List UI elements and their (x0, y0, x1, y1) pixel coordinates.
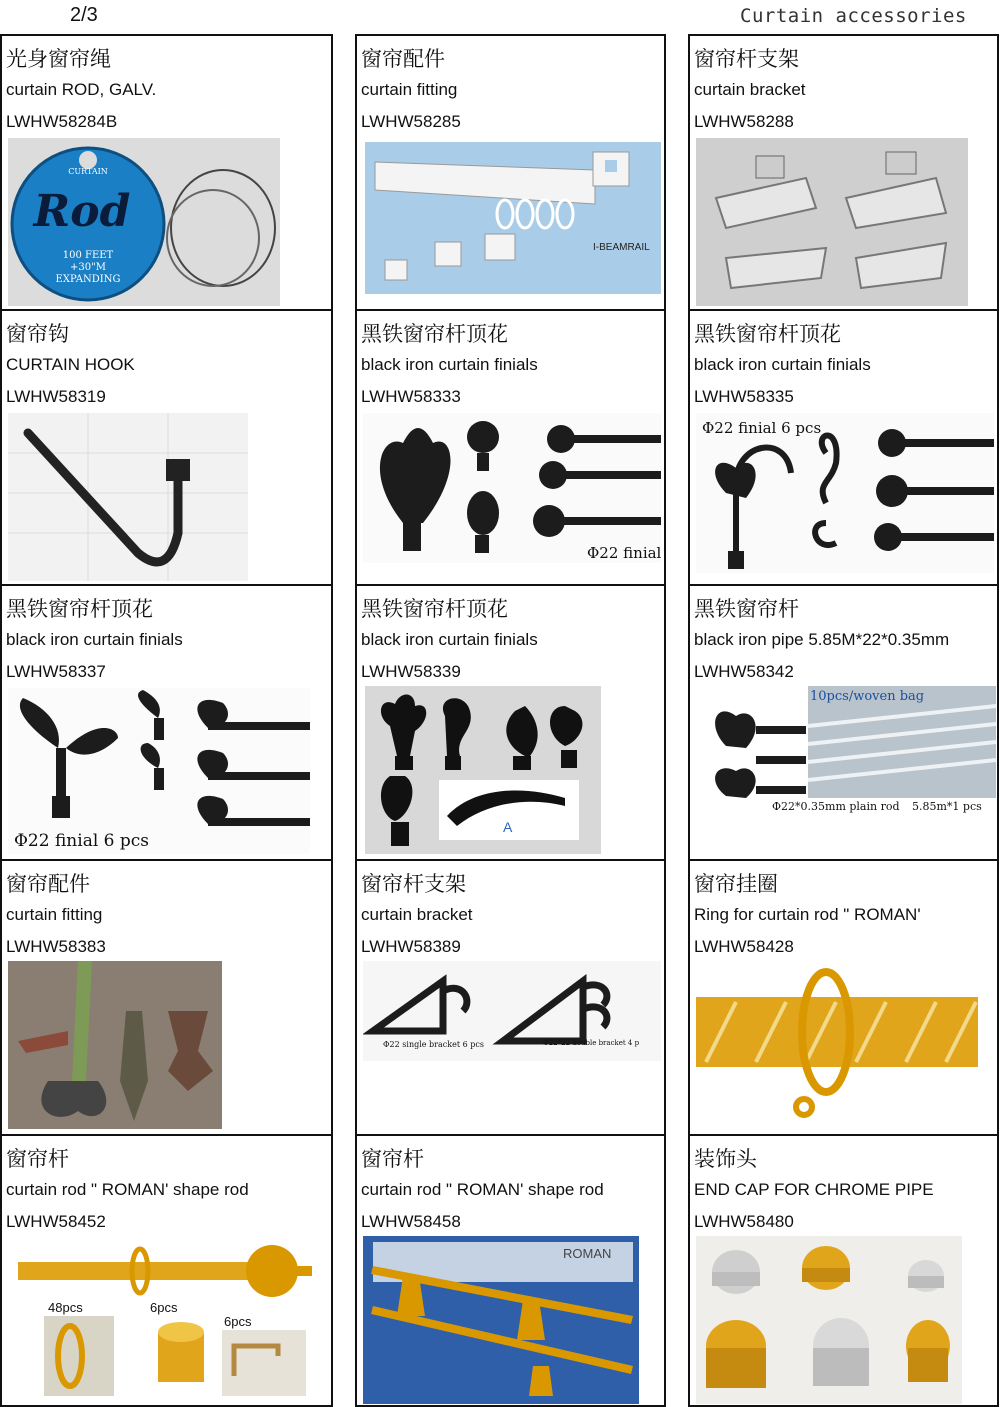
product-cell (355, 859, 666, 1136)
product-cell (0, 1134, 333, 1407)
photo-text: A (503, 819, 513, 835)
product-code: LWHW58383 (6, 937, 106, 956)
product-code: LWHW58337 (6, 662, 106, 681)
photo-text: Φ22 finial 6 pcs (702, 419, 822, 437)
product-name-en: curtain bracket (694, 80, 806, 99)
photo-text: 48pcs (48, 1300, 83, 1315)
product-name-en: curtain fitting (6, 905, 103, 924)
photo-text: 6pcs (224, 1314, 252, 1329)
photo-text: ROMAN (563, 1246, 612, 1261)
product-photo (8, 138, 280, 306)
product-name-en: END CAP FOR CHROME PIPE (694, 1180, 934, 1199)
product-code: LWHW58458 (361, 1212, 461, 1231)
photo-text: +30"M (70, 262, 106, 273)
product-name-cn: 黑铁窗帘杆顶花 (6, 597, 153, 621)
product-code: LWHW58452 (6, 1212, 106, 1231)
product-photo (8, 688, 310, 854)
photo-text: Φ22*22 double bracket 4 p (543, 1039, 640, 1047)
product-name-cn: 窗帘挂圈 (694, 872, 778, 896)
product-name-cn: 窗帘钩 (6, 322, 69, 346)
product-name-en: curtain rod " ROMAN' shape rod (361, 1180, 604, 1199)
product-name-en: black iron curtain finials (694, 355, 871, 374)
product-name-en: black iron curtain finials (361, 355, 538, 374)
photo-text: 100 FEET (62, 250, 114, 261)
product-cell (355, 1134, 666, 1407)
photo-text: Φ22*0.35mm plain rod (772, 800, 900, 813)
product-photo (363, 961, 661, 1061)
product-name-cn: 窗帘杆支架 (361, 872, 466, 896)
product-cell (688, 309, 999, 586)
product-photo (696, 413, 994, 573)
product-cell (0, 859, 333, 1136)
product-name-cn: 黑铁窗帘杆 (694, 597, 799, 621)
product-photo (696, 967, 978, 1127)
page-title: Curtain accessories (740, 5, 967, 27)
photo-text: CURTAIN (68, 167, 108, 176)
product-name-en: black iron pipe 5.85M*22*0.35mm (694, 630, 950, 649)
photo-text: Rod (33, 186, 131, 237)
product-name-en: curtain ROD, GALV. (6, 80, 157, 99)
product-code: LWHW58288 (694, 112, 794, 131)
photo-text: 6pcs (150, 1300, 178, 1315)
product-cell (0, 34, 333, 311)
product-name-cn: 光身窗帘绳 (6, 47, 111, 71)
product-name-cn: 窗帘杆 (361, 1147, 424, 1171)
product-name-en: black iron curtain finials (361, 630, 538, 649)
product-photo (8, 413, 248, 581)
product-name-en: curtain fitting (361, 80, 458, 99)
product-name-en: curtain rod " ROMAN' shape rod (6, 1180, 249, 1199)
product-photo (365, 142, 661, 294)
product-name-en: black iron curtain finials (6, 630, 183, 649)
product-code: LWHW58339 (361, 662, 461, 681)
photo-text: EXPANDING (55, 274, 121, 285)
product-cell (688, 859, 999, 1136)
photo-text: 5.85m*1 pcs (912, 800, 982, 813)
product-cell (688, 34, 999, 311)
product-name-cn: 黑铁窗帘杆顶花 (361, 597, 508, 621)
product-code: LWHW58342 (694, 662, 794, 681)
photo-text: I-BEAMRAIL (593, 242, 650, 253)
product-name-cn: 窗帘配件 (6, 872, 90, 896)
product-code: LWHW58319 (6, 387, 106, 406)
page-number: 2/3 (70, 4, 98, 26)
product-photo (363, 413, 661, 563)
product-cell (355, 34, 666, 311)
photo-text: Φ22 finial (587, 544, 661, 562)
product-code: LWHW58285 (361, 112, 461, 131)
product-name-en: CURTAIN HOOK (6, 355, 135, 374)
product-photo (8, 1236, 324, 1406)
product-code: LWHW58428 (694, 937, 794, 956)
product-code: LWHW58389 (361, 937, 461, 956)
product-cell (355, 309, 666, 586)
product-cell (688, 584, 999, 861)
product-name-en: Ring for curtain rod " ROMAN' (694, 905, 921, 924)
product-code: LWHW58333 (361, 387, 461, 406)
photo-text: 10pcs/woven bag (810, 689, 925, 704)
product-name-cn: 窗帘杆支架 (694, 47, 799, 71)
photo-text: Φ22 single bracket 6 pcs (383, 1040, 484, 1049)
product-photo (696, 138, 968, 306)
product-cell (355, 584, 666, 861)
product-name-cn: 黑铁窗帘杆顶花 (361, 322, 508, 346)
product-photo (8, 961, 222, 1129)
product-code: LWHW58335 (694, 387, 794, 406)
product-cell (0, 584, 333, 861)
product-name-cn: 装饰头 (694, 1147, 757, 1171)
product-name-cn: 黑铁窗帘杆顶花 (694, 322, 841, 346)
product-photo (363, 1236, 639, 1404)
product-name-cn: 窗帘配件 (361, 47, 445, 71)
product-name-en: curtain bracket (361, 905, 473, 924)
product-code: LWHW58480 (694, 1212, 794, 1231)
product-name-cn: 窗帘杆 (6, 1147, 69, 1171)
photo-text: Φ22 finial 6 pcs (14, 831, 150, 851)
product-cell (0, 309, 333, 586)
product-cell (688, 1134, 999, 1407)
product-photo (696, 686, 996, 818)
product-photo (696, 1236, 962, 1404)
product-code: LWHW58284B (6, 112, 118, 131)
product-photo (365, 686, 601, 854)
